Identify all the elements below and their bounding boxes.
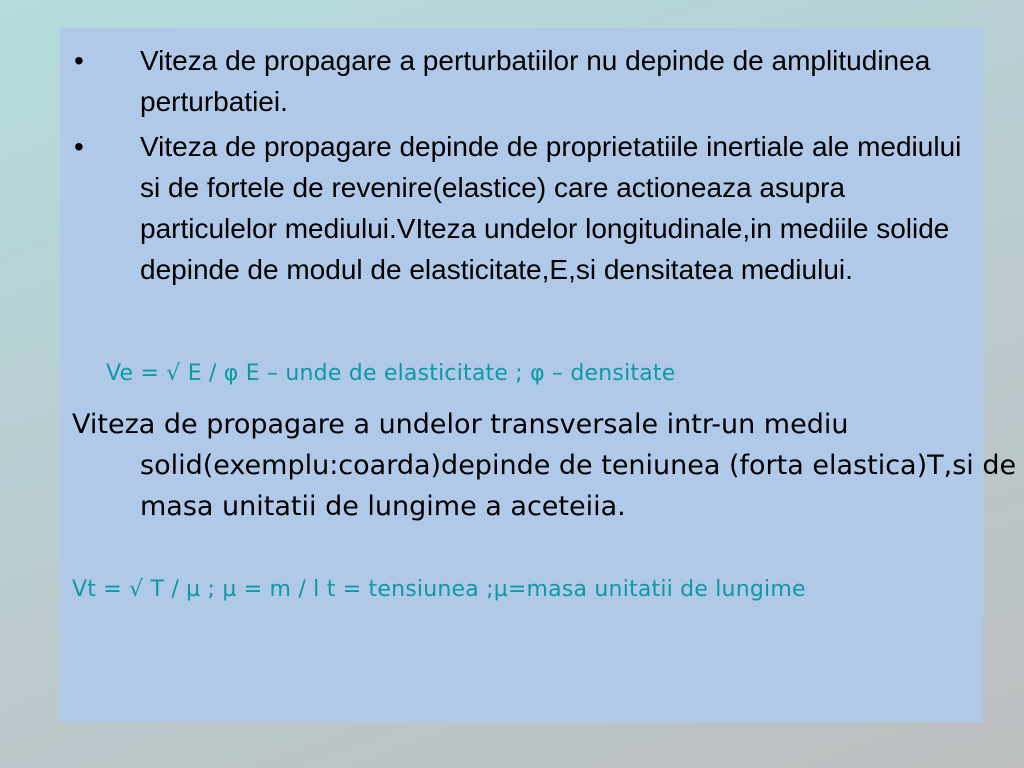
- bullet-text: Viteza de propagare a perturbatiilor nu depinde de amplitudinea perturbatiei.: [140, 45, 931, 117]
- bullet-marker: •: [74, 45, 84, 76]
- transverse-velocity-formula: Vt = √ T / µ ; µ = m / l t = tensiunea ;µ=masa unitatii de lungime: [72, 577, 806, 602]
- slide-content-panel: [60, 28, 1017, 722]
- transverse-wave-paragraph: Viteza de propagare a undelor transversale intr-un mediu solid(exemplu:coarda)depinde de teniunea (forta elastica)T,si de masa unitatii de lungime a aceteiia.: [72, 409, 1017, 522]
- longitudinal-velocity-formula: Ve = √ E / φ E – unde de elasticitate ; φ – densitate: [106, 361, 676, 386]
- bullet-marker: •: [74, 131, 84, 162]
- bullet-text: Viteza de propagare depinde de proprietatiile inertiale ale mediului si de fortele de revenire(elastice) care actioneaza asupra particulelor mediului.VIteza undelor longitudinale,in mediile solide depinde de modul de elasticitate,E,si densitatea mediului.: [140, 131, 962, 285]
